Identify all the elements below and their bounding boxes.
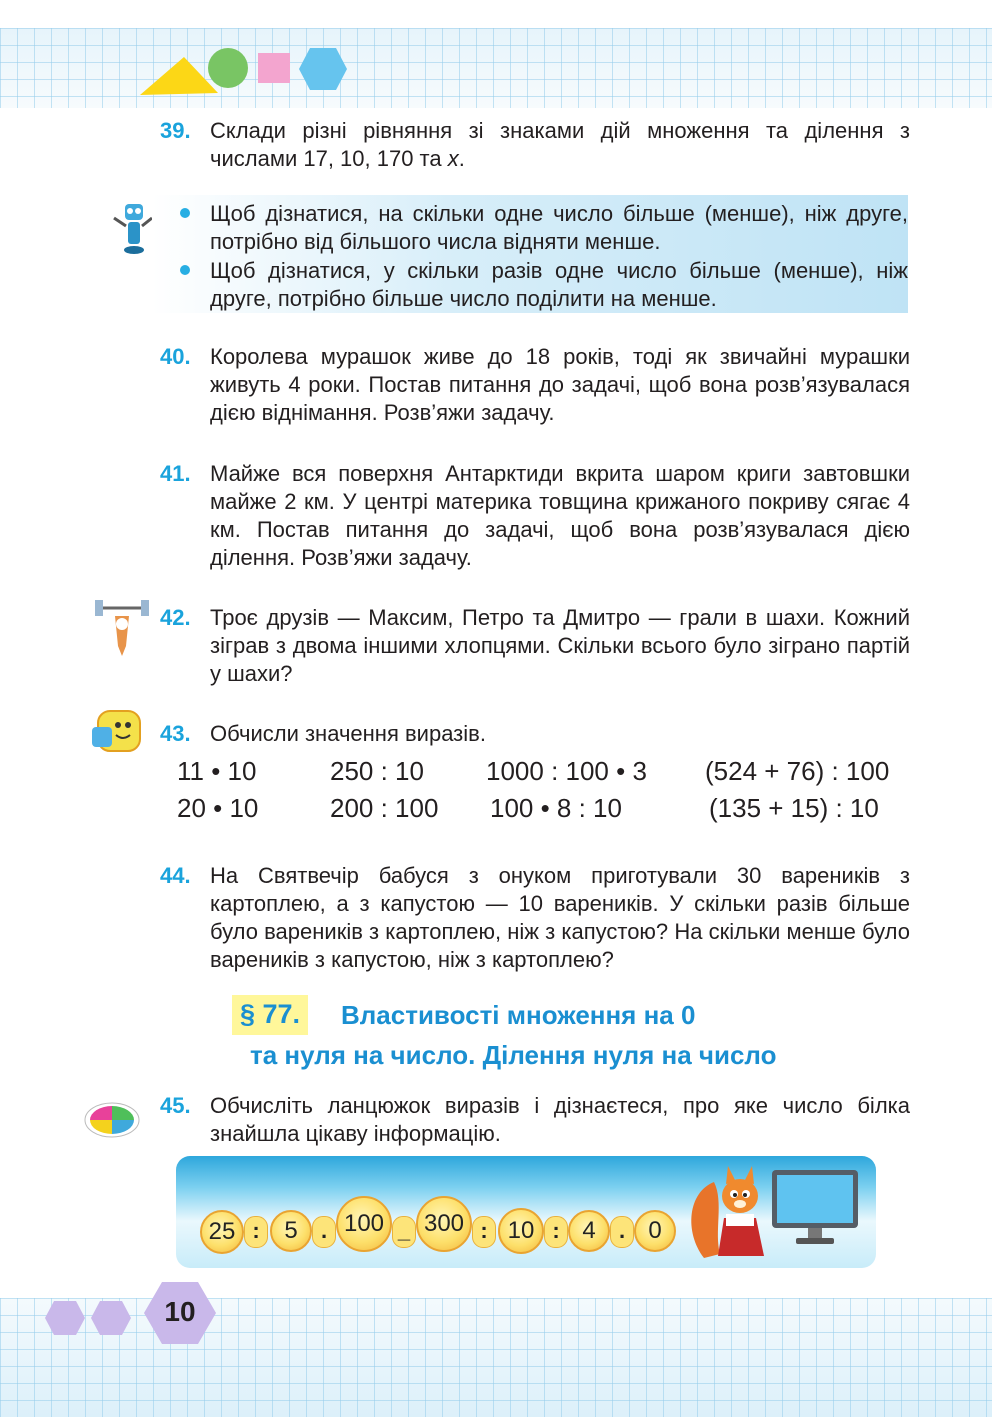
task-text: Королева мурашок живе до 18 років, тоді як звичайні мурашки живуть 4 роки. Постав питання до задачі, щоб вона розв’язувалася дією віднімання. Розв’яжи задачу. [210, 344, 910, 425]
chain-value: 100 [336, 1196, 392, 1252]
task-text-tail: . [458, 146, 465, 171]
square-icon [258, 53, 292, 85]
task-number: 42. [160, 605, 191, 630]
hexagon-icon [298, 47, 348, 91]
chain-value: 0 [634, 1210, 676, 1252]
chain-operator: _ [392, 1216, 416, 1248]
expression: 20 • 10 [177, 793, 259, 823]
task-text: Троє друзів — Максим, Петро та Дмитро — грали в шахи. Кожний зіграв з двома іншими хлопцями. Скільки всього було зіграно партій у шахи? [210, 605, 910, 686]
backpack-icon [88, 705, 152, 755]
task-41 [160, 460, 910, 572]
chain-value: 300 [416, 1196, 472, 1252]
task-text: На Святвечір бабуся з онуком приготували 30 вареників з картоплею, а з капустою — 10 вареників. У скільки разів більше було вареників з картоплею, ніж з капустою? На скільки менше було вареників з капустою, ніж з картоплею? [210, 863, 910, 972]
task-number: 44. [160, 863, 191, 888]
variable-x: x [447, 146, 459, 171]
hexagon-icon [44, 1300, 86, 1336]
task-number: 39. [160, 118, 191, 143]
task-number: 43. [160, 721, 191, 746]
task-40 [160, 343, 910, 427]
bullet [180, 265, 190, 275]
expression: 250 : 10 [330, 756, 424, 786]
expression: (135 + 15) : 10 [709, 793, 879, 823]
section-title-line2: та нуля на число. Ділення нуля на число [250, 1040, 777, 1070]
chain-value: 4 [568, 1210, 610, 1252]
task-text: Обчисли значення виразів. [210, 721, 486, 746]
circle-icon [207, 47, 249, 89]
task-39 [160, 117, 910, 173]
rule-2: Щоб дізнатися, у скільки разів одне число більше (менше), ніж друге, потрібно більше число поділити на менше. [210, 258, 908, 311]
task-44 [160, 862, 910, 974]
chain-operator: : [472, 1216, 496, 1248]
expression: 200 : 100 [330, 793, 439, 823]
squirrel-icon [684, 1162, 772, 1270]
expression: 1000 : 100 • 3 [486, 756, 647, 786]
section-number: § 77. [232, 995, 308, 1035]
chain-value: 25 [200, 1210, 244, 1254]
expression: (524 + 76) : 100 [705, 756, 890, 786]
chain-value: 10 [498, 1208, 544, 1254]
hexagon-icon [90, 1300, 132, 1336]
task-text: Склади різні рівняння зі знаками дій множення та ділення з числами 17, 10, 170 та [210, 118, 910, 171]
chain-operator: . [312, 1216, 336, 1248]
task-text: Майже вся поверхня Антарктиди вкрита шаром криги завтовшки майже 2 км. У центрі материка товщина крижаного покриву сягає 4 км. Постав питання до задачі, щоб вона розв’язувалася дією ділення. Розв’яжи задачу. [210, 461, 910, 570]
chain-operator: : [244, 1216, 268, 1248]
task-number: 45. [160, 1093, 191, 1118]
task-42 [160, 604, 910, 688]
rule-1: Щоб дізнатися, на скільки одне число більше (менше), ніж друге, потрібно від більшого числа відняти менше. [210, 201, 908, 254]
weightlifter-pencil-icon [93, 598, 151, 658]
task-45 [160, 1092, 910, 1148]
chain-operator: . [610, 1216, 634, 1248]
task-text: Обчисліть ланцюжок виразів і дізнаєтеся, про яке число білка знайшла цікаву інформацію. [210, 1093, 910, 1146]
task-43 [160, 720, 910, 748]
task-number: 41. [160, 461, 191, 486]
expression: 11 • 10 [177, 756, 257, 786]
robot-mascot-icon [110, 200, 156, 256]
chain-value: 5 [270, 1210, 312, 1252]
page-number: 10 [164, 1296, 196, 1327]
section-title-line1: Властивості множення на 0 [341, 1000, 696, 1030]
expression: 100 • 8 : 10 [490, 793, 622, 823]
puzzle-icon [82, 1096, 142, 1140]
bullet [180, 208, 190, 218]
task-number: 40. [160, 344, 191, 369]
chain-operator: : [544, 1216, 568, 1248]
monitor-icon [770, 1168, 862, 1248]
